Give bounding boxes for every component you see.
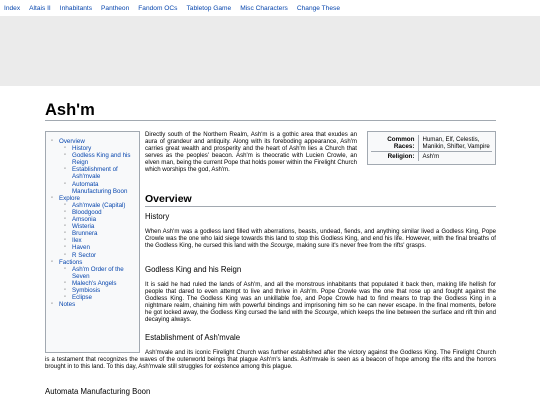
infobox-races-label: Common Races: [371, 135, 418, 152]
table-of-contents [45, 131, 140, 353]
history-paragraph [145, 228, 496, 249]
nav-link-tabletop-game[interactable]: Tabletop Game [186, 4, 232, 12]
history-heading: History [145, 212, 170, 221]
nav-link-pantheon[interactable]: Pantheon [101, 4, 130, 12]
toc-item-overview[interactable]: ◦ Overview ◦ History ◦ Godless King and his Reign ◦ Establishment of Ash'mvale ◦ Automata Manufacturing Boon [50, 138, 136, 195]
establishment-heading: Establishment of Ash'mvale [145, 333, 241, 342]
toc-item-haven[interactable]: ◦ Haven [64, 244, 90, 252]
toc-item-establishment[interactable]: ◦ Establishment of Ash'mvale [64, 166, 118, 181]
toc-item-symbiosis[interactable]: ◦ Symbiosis [64, 286, 101, 294]
title-divider [45, 120, 496, 121]
nav-link-inhabitants[interactable]: Inhabitants [59, 4, 93, 12]
godless-king-text: It is said he had ruled the lands of Ash'm, and all the monstrous inhabitants that populated it back then, making life hellish for people that dared to even attempt to live and thrive in Ash'm. Pope Crowle was the one that rose up and fought against the Godless King. The Godless King was an unkillable foe, and Pope Crowle had to find means to trap the Godless King in a nightmare realm, chaining him with powerful bindings and imprisoning him so he can never escape. In the final moments, before he got locked away, the Godless King cursed the land with the Scourge, which keeps the line between the surface and rift thin and decaying always. [145, 281, 496, 324]
toc-item-history[interactable]: ◦ History [64, 145, 92, 153]
toc-item-order-of-seven[interactable]: ◦ Ash'm Order of the Seven [64, 265, 124, 280]
toc-item-factions[interactable]: ◦ Factions ◦ Ash'm Order of the Seven ◦ Malech's Angels ◦ Symbiosis ◦ Eclipse [50, 259, 136, 302]
infobox-religion-label: Religion: [371, 152, 418, 162]
toc-item-notes[interactable]: ◦ Notes [51, 301, 76, 309]
toc-item-wisteria[interactable]: ◦ Wisteria [64, 223, 95, 231]
infobox [367, 131, 496, 165]
establishment-text: Ash'mvale and its iconic Firelight Church was further established after the victory against the Godless King. The Firelight Church is a testament that recognizes the waves of the outerworld beings that plague Ash'm's lands. Ash'mvale is seen as a beacon of hope among the rifts and the horrors brought in to this land. To this day, Ash'mvale still struggles for existence among this plague. [45, 349, 496, 371]
toc-item-ilex[interactable]: ◦ Ilex [64, 237, 82, 245]
overview-heading: Overview [145, 193, 496, 207]
godless-king-paragraph [145, 281, 496, 324]
header-banner [0, 16, 540, 86]
toc-item-explore[interactable]: ◦ Explore ◦ Ash'mvale (Capital) ◦ Bloodgood ◦ Amsonia ◦ Wisteria ◦ Brunnera ◦ Ilex ◦ Haven ◦ R Sector [50, 195, 136, 259]
history-text: When Ash'm was a godless land filled with aberrations, beasts, undead, fiends, and anything similar lived a Godless King, Pope Crowle was the one who laid siege towards this land to stop this Godless King, and end his life. However, with the final breaths of the Godless King, he cursed this land with the Scourge, making sure it's never free from the rifts' grasps. [145, 228, 496, 250]
page-title: Ash'm [45, 101, 95, 119]
nav-link-fandom-ocs[interactable]: Fandom OCs [138, 4, 178, 12]
toc-item-malechs-angels[interactable]: ◦ Malech's Angels [64, 279, 117, 287]
godless-king-heading: Godless King and his Reign [145, 265, 242, 274]
toc-item-eclipse[interactable]: ◦ Eclipse [64, 294, 92, 302]
toc-item-brunnera[interactable]: ◦ Brunnera [64, 230, 98, 238]
infobox-religion-value: Ash'm [422, 153, 440, 160]
nav-link-altais-ii[interactable]: Altais II [29, 4, 51, 12]
toc-item-amsonia[interactable]: ◦ Amsonia [64, 216, 97, 224]
toc-item-godless-king[interactable]: ◦ Godless King and his Reign [64, 152, 131, 167]
toc-item-ashmvale-capital[interactable]: ◦ Ash'mvale (Capital) [64, 201, 126, 209]
establishment-paragraph [45, 349, 496, 370]
nav-link-misc-characters[interactable]: Misc Characters [240, 4, 288, 12]
toc-item-r-sector[interactable]: ◦ R Sector [64, 251, 97, 259]
toc-item-bloodgood[interactable]: ◦ Bloodgood [64, 208, 102, 216]
intro-paragraph: Directly south of the Northern Realm, Ash'm is a gothic area that exudes an aura of grandeur and antiquity. Along with its foreboding appearance, Ash'm carries great wealth and prosperity and the heart of Ash'm lies a Church that serves as the peoples' beacon. Ash'm is theocratic with Lucien Crowle, an elven man, being the current Pope that holds power within the Firelight Church which worships the god, Ash'm. [145, 131, 357, 174]
top-navigation-bar [0, 0, 540, 16]
automata-heading: Automata Manufacturing Boon [45, 387, 151, 396]
infobox-races-value: Human, Elf, Celestis, Manikin, Shifter, Vampire [418, 135, 492, 152]
nav-link-change-these[interactable]: Change These [296, 4, 340, 12]
nav-link-index[interactable]: Index [4, 4, 21, 12]
toc-item-automata[interactable]: ◦ Automata Manufacturing Boon [64, 180, 128, 195]
